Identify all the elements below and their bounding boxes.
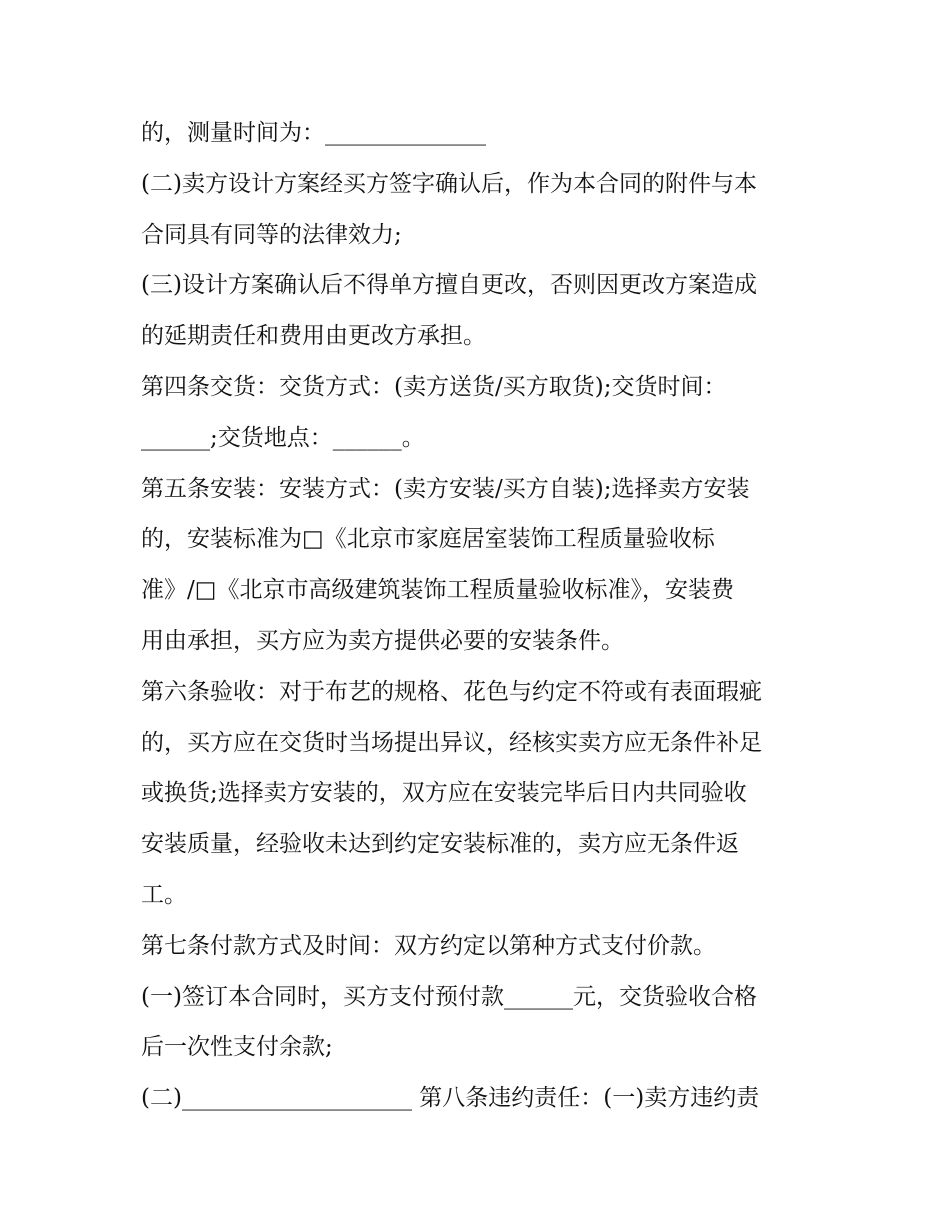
text-line: 第七条付款方式及时间：双方约定以第种方式支付价款。 xyxy=(141,932,716,959)
text-line: 准》/□《北京市高级建筑装饰工程质量验收标准》，安装费 xyxy=(141,577,734,604)
text-line: 的，测量时间为：______________ xyxy=(141,120,486,146)
text-line: 的延期责任和费用由更改方承担。 xyxy=(141,323,486,350)
text-line: 工。 xyxy=(141,881,187,908)
text-line: 第四条交货：交货方式：(卖方送货/买方取货);交货时间： xyxy=(141,373,727,400)
text-line: (二)____________________ 第八条违约责任：(一)卖方违约责 xyxy=(141,1085,760,1112)
text-line: 后一次性支付余款; xyxy=(141,1034,333,1061)
text-line: ______;交货地点：______。 xyxy=(141,424,425,451)
text-line: 的，安装标准为□《北京市家庭居室装饰工程质量验收标 xyxy=(141,526,715,553)
text-line: (三)设计方案确认后不得单方擅自更改，否则因更改方案造成 xyxy=(141,272,757,299)
text-line: 或换货;选择卖方安装的，双方应在安装完毕后日内共同验收 xyxy=(141,780,747,807)
text-line: 合同具有同等的法律效力; xyxy=(141,221,402,248)
text-line: 的，买方应在交货时当场提出异议，经核实卖方应无条件补足 xyxy=(141,729,762,756)
text-line: 第五条安装：安装方式：(卖方安装/买方自装);选择卖方安装 xyxy=(141,475,750,502)
contract-text xyxy=(141,108,821,1124)
text-line: 安装质量，经验收未达到约定安装标准的，卖方应无条件返 xyxy=(141,831,739,858)
text-line: (二)卖方设计方案经买方签字确认后，作为本合同的附件与本 xyxy=(141,170,757,197)
text-line: 用由承担，买方应为卖方提供必要的安装条件。 xyxy=(141,627,624,654)
text-line: (一)签订本合同时，买方支付预付款______元，交货验收合格 xyxy=(141,983,757,1010)
text-line: 第六条验收：对于布艺的规格、花色与约定不符或有表面瑕疵 xyxy=(141,678,762,705)
